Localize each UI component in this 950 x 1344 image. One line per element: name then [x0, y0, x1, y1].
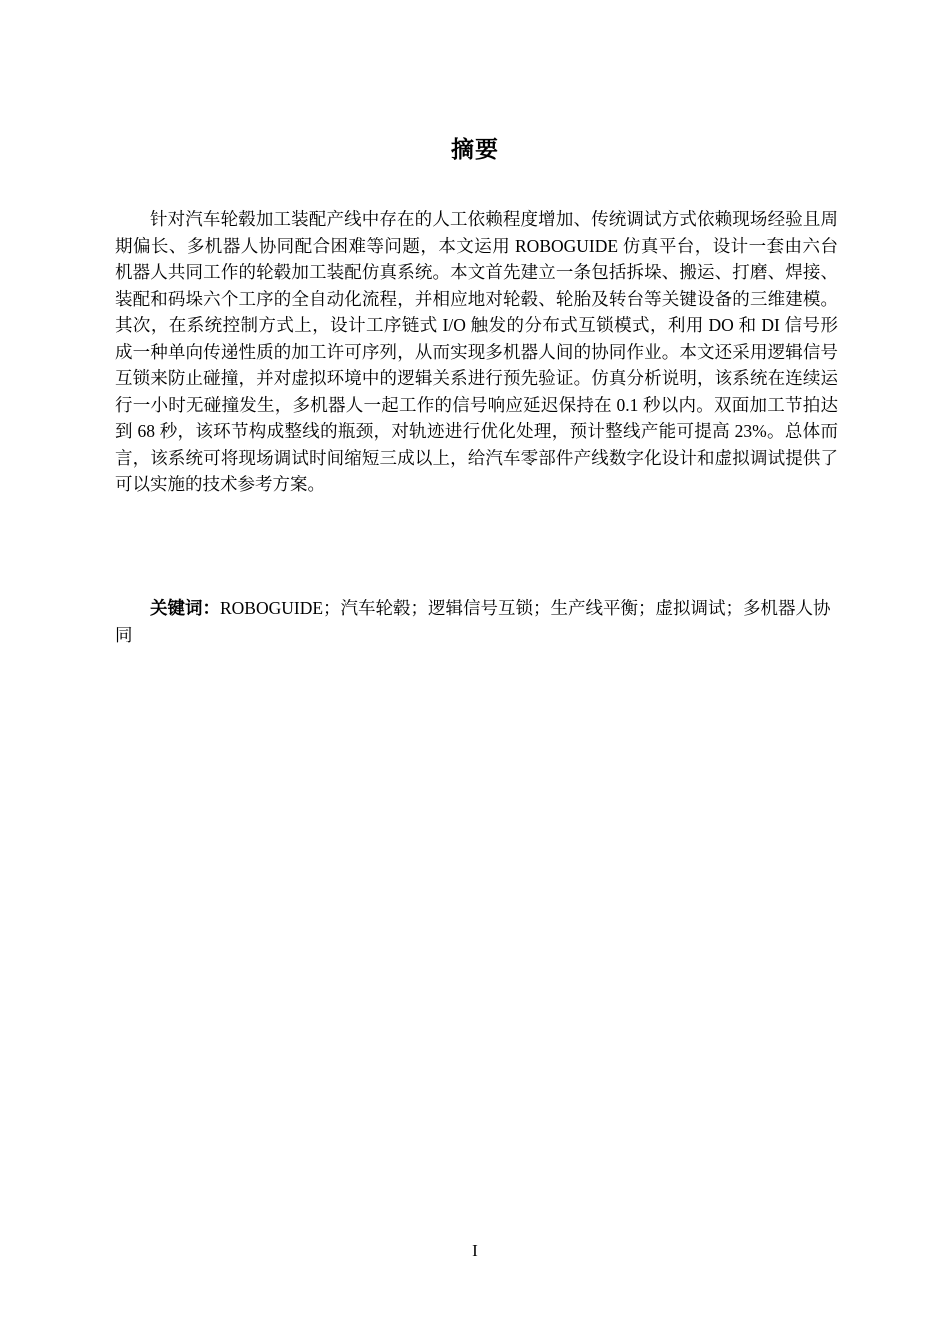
keywords-line: [115, 595, 838, 648]
keywords-list: ROBOGUIDE；汽车轮毂；逻辑信号互锁；生产线平衡；虚拟调试；多机器人协同: [115, 598, 831, 645]
page-number: I: [472, 1241, 478, 1260]
abstract-title: 摘要: [451, 137, 499, 163]
keywords-label: 关键词：: [150, 598, 220, 618]
abstract-paragraph: 针对汽车轮毂加工装配产线中存在的人工依赖程度增加、传统调试方式依赖现场经验且周期偏长、多机器人协同配合困难等问题，本文运用 ROBOGUIDE 仿真平台，设计一套由六台机器人共同工作的轮毂加工装配仿真系统。本文首先建立一条包括拆垛、搬运、打磨、焊接、装配和码垛六个工序的全自动化流程，并相应地对轮毂、轮胎及转台等关键设备的三维建模。其次，在系统控制方式上，设计工序链式 I/O 触发的分布式互锁模式，利用 DO 和 DI 信号形成一种单向传递性质的加工许可序列，从而实现多机器人间的协同作业。本文还采用逻辑信号互锁来防止碰撞，并对虚拟环境中的逻辑关系进行预先验证。仿真分析说明，该系统在连续运行一小时无碰撞发生，多机器人一起工作的信号响应延迟保持在 0.1 秒以内。双面加工节拍达到 68 秒，该环节构成整线的瓶颈，对轨迹进行优化处理，预计整线产能可提高 23%。总体而言，该系统可将现场调试时间缩短三成以上，给汽车零部件产线数字化设计和虚拟调试提供了可以实施的技术参考方案。: [115, 209, 838, 494]
